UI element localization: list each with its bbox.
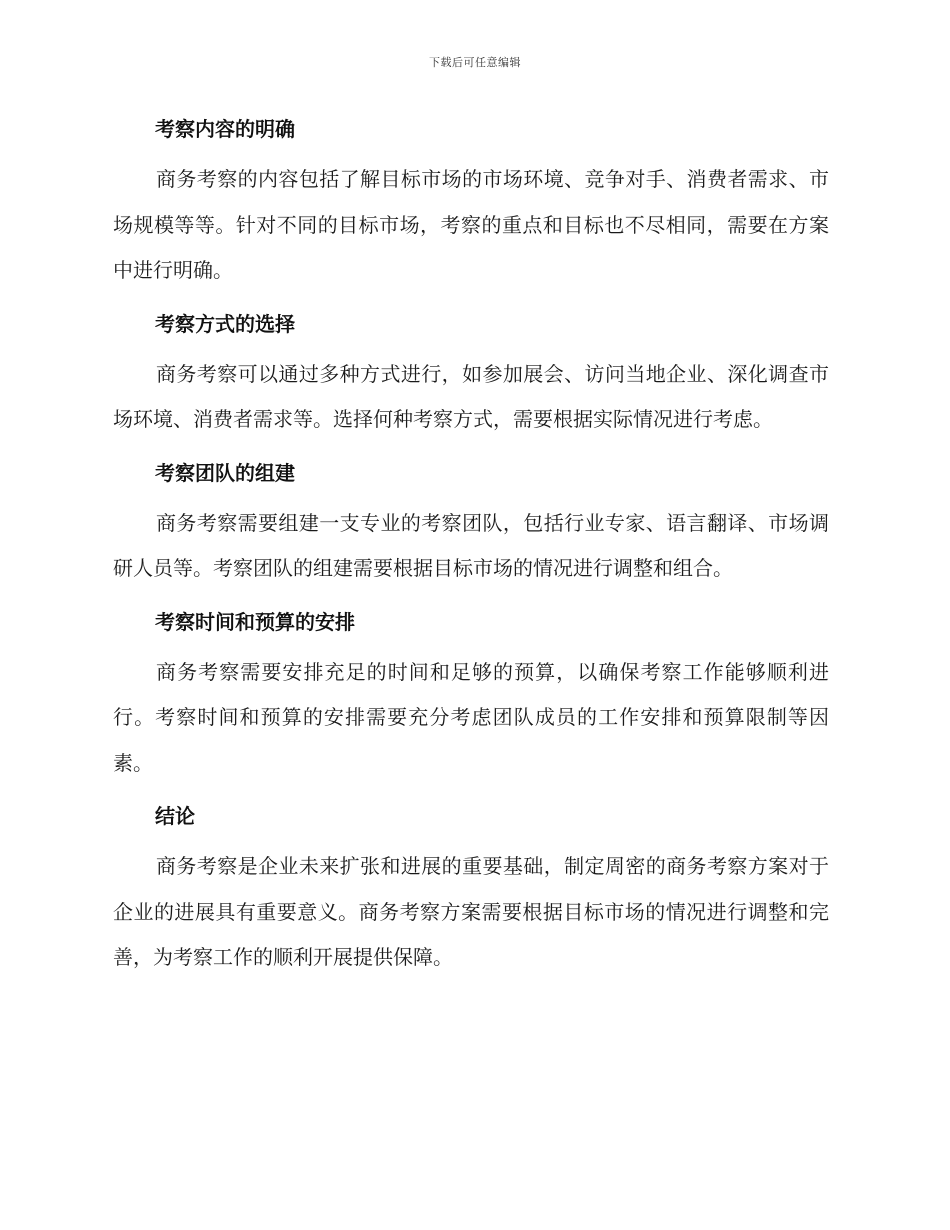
section-conclusion xyxy=(113,799,829,981)
section-method-selection xyxy=(113,307,829,443)
section-time-budget xyxy=(113,605,829,787)
section-heading: 考察时间和预算的安排 xyxy=(155,609,355,634)
section-paragraph: 商务考察的内容包括了解目标市场的市场环境、竞争对手、消费者需求、市场规模等等。针对不同的目标市场，考察的重点和目标也不尽相同，需要在方案中进行明确。 xyxy=(113,167,829,282)
header-note: 下载后可任意编辑 xyxy=(429,56,521,69)
section-paragraph: 商务考察需要安排充足的时间和足够的预算，以确保考察工作能够顺利进行。考察时间和预算的安排需要充分考虑团队成员的工作安排和预算限制等因素。 xyxy=(113,659,829,775)
section-team-building xyxy=(113,456,829,592)
section-heading: 结论 xyxy=(155,804,195,828)
document-body xyxy=(113,112,829,994)
section-content-definition xyxy=(113,112,829,294)
section-paragraph: 商务考察是企业未来扩张和进展的重要基础，制定周密的商务考察方案对于企业的进展具有重要意义。商务考察方案需要根据目标市场的情况进行调整和完善，为考察工作的顺利开展提供保障。 xyxy=(113,854,829,969)
section-paragraph: 商务考察可以通过多种方式进行，如参加展会、访问当地企业、深化调查市场环境、消费者需求等。选择何种考察方式，需要根据实际情况进行考虑。 xyxy=(113,361,829,431)
section-paragraph: 商务考察需要组建一支专业的考察团队，包括行业专家、语言翻译、市场调研人员等。考察团队的组建需要根据目标市场的情况进行调整和组合。 xyxy=(113,510,829,580)
section-heading: 考察方式的选择 xyxy=(155,311,295,336)
section-heading: 考察团队的组建 xyxy=(155,460,295,485)
section-heading: 考察内容的明确 xyxy=(155,117,295,141)
